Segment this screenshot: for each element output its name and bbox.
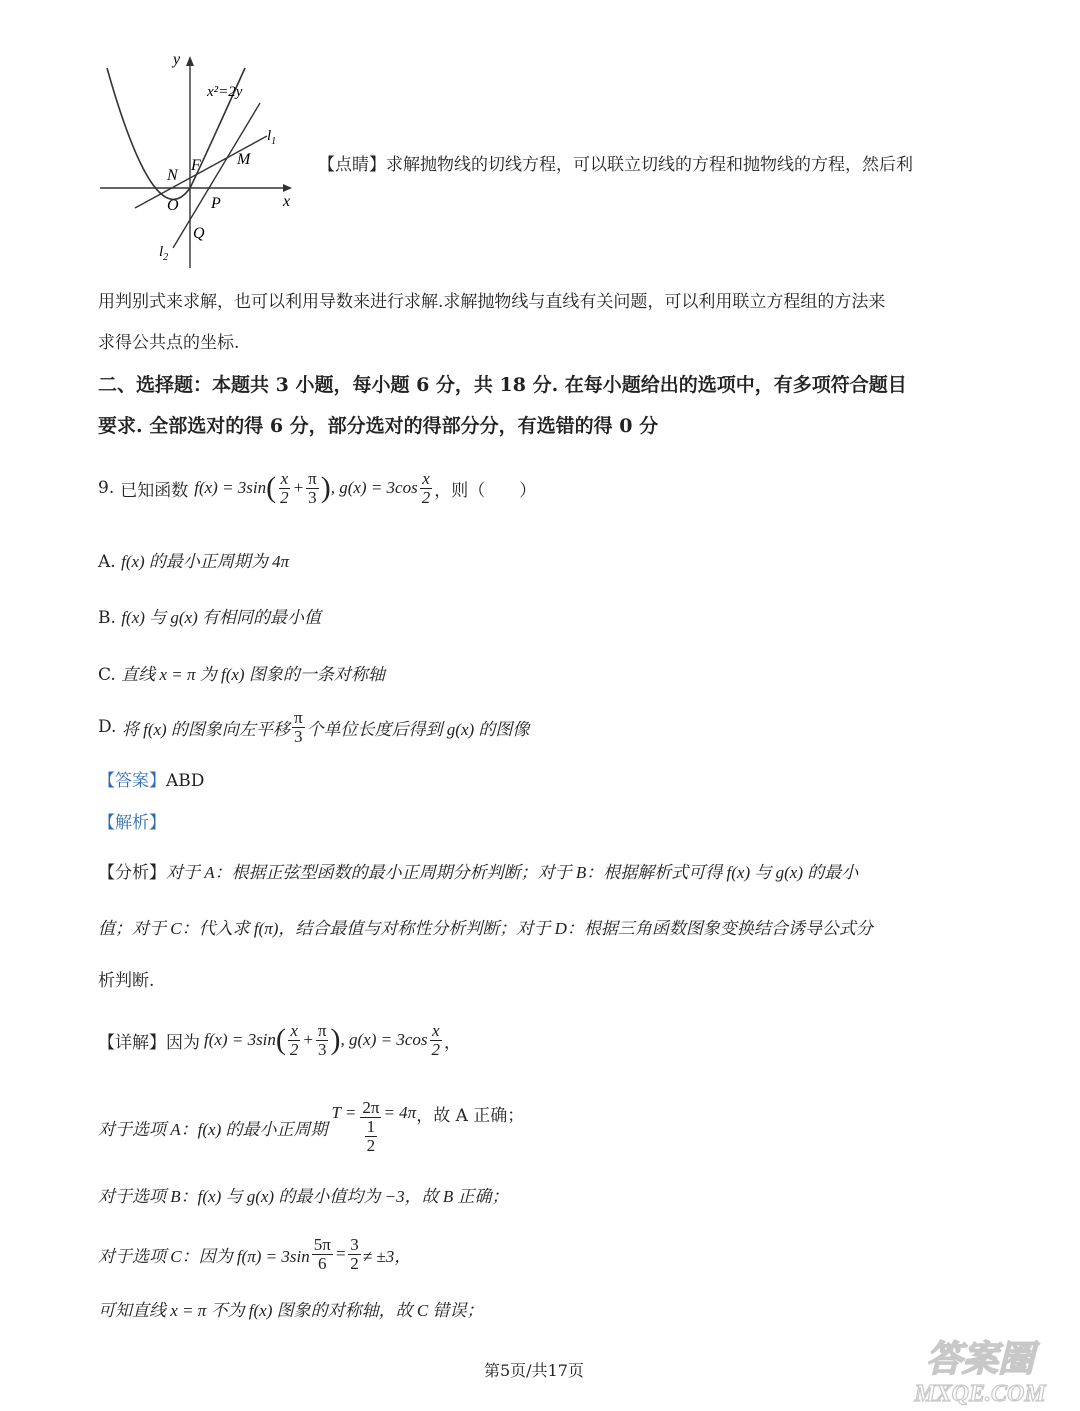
l2-label: $l_2$ xyxy=(159,244,169,263)
option-a: A. f(x) 的最小正周期为 4π xyxy=(98,552,290,572)
option-d: D. 将 f(x) 的图象向左平移 $\frac{\pi}{3}$ 个单位长度后得到 g(x) 的图像 xyxy=(98,707,530,746)
frac-x-over-2: $\frac{x}{2}$ xyxy=(280,468,289,507)
xiangjie-option-c-conclusion: 可知直线 x = π 不为 f(x) 图象的对称轴，故 C 错误； xyxy=(98,1301,484,1320)
frac-x-over-2-g: $\frac{x}{2}$ xyxy=(421,468,431,507)
xiangjie-option-b: 对于选项 B：f(x) 与 g(x) 的最小值均为 −3，故 B 正确； xyxy=(98,1187,509,1206)
point-f-label: F xyxy=(191,157,201,174)
question-lead: 已知函数 xyxy=(120,480,189,501)
l1-label: $l_1$ xyxy=(267,128,277,147)
analysis-tag: 【解析】 xyxy=(98,813,166,833)
y-axis-label: y xyxy=(173,51,181,68)
option-c: C. 直线 x = π 为 f(x) 图象的一条对称轴 xyxy=(98,665,385,685)
question-number: 9. xyxy=(98,478,115,498)
watermark-logo xyxy=(890,1331,1070,1407)
frac-pi-over-3: $\frac{\pi}{3}$ xyxy=(308,468,317,507)
dianjing-line1 xyxy=(318,150,913,175)
page-footer: 第5页/共17页 xyxy=(484,1361,584,1380)
xiangjie-option-c: 对于选项 C：因为 f(π) = 3sin $\frac{5\pi}{6}$ = $\frac{3}{2}$ ≠ ±3， xyxy=(98,1234,412,1273)
question-9: 9. 已知函数 f(x) = 3sin ( $\frac{x}{2}$ + $\frac{\pi}{3}$ ) , g(x) = 3cos $\frac{x}{2}$ ，则（ ） xyxy=(98,468,537,507)
question-tail: ，则（ ） xyxy=(434,480,537,501)
fenxi-line3: 析判断. xyxy=(98,971,155,991)
dianjing-tag: 【点睛】 xyxy=(318,155,386,175)
section-heading-line1: 二、选择题：本题共 3 小题，每小题 6 分，共 18 分. 在每小题给出的选项中，有多项符合题目 xyxy=(98,374,907,396)
curve-equation-label: x²=2y xyxy=(207,84,243,100)
svg-text:MXQE.COM: MXQE.COM xyxy=(914,1381,1046,1407)
section-heading-line2: 要求. 全部选对的得 6 分，部分选对的得部分分，有选错的得 0 分 xyxy=(98,415,659,437)
answer-value: ABD xyxy=(166,771,205,791)
point-q-label: Q xyxy=(193,225,205,242)
fenxi-line1: 【分析】对于 A：根据正弦型函数的最小正周期分析判断；对于 B：根据解析式可得 f(x) 与 g(x) 的最小 xyxy=(98,863,859,883)
xiangjie-option-a: 对于选项 A：f(x) 的最小正周期 T = $\frac{2\pi}{\frac{1}{2}}$ = 4π ，故 A 正确； xyxy=(98,1098,525,1155)
dianjing-text-1: 求解抛物线的切线方程，可以联立切线的方程和抛物线的方程，然后利 xyxy=(386,155,913,175)
answer-line xyxy=(98,766,204,791)
dianjing-line2: 用判别式来求解，也可以利用导数来进行求解.求解抛物线与直线有关问题，可以利用联立方程组的方法来 xyxy=(98,292,886,312)
tangent-line-l2 xyxy=(173,103,260,248)
origin-label: O xyxy=(167,197,179,214)
frac-pi-over-3-d: $\frac{\pi}{3}$ xyxy=(293,707,303,746)
option-b: B. f(x) 与 g(x) 有相同的最小值 xyxy=(98,608,322,628)
x-axis-label: x xyxy=(283,193,291,210)
dianjing-line3: 求得公共点的坐标. xyxy=(98,333,240,353)
fenxi-line2: 值；对于 C：代入求 f(π)，结合最值与对称性分析判断；对于 D：根据三角函数图象变换结合诱导公式分 xyxy=(98,919,873,938)
question-f-def: f(x) = 3sin xyxy=(194,478,267,497)
tangent-line-l1 xyxy=(135,136,267,208)
answer-tag: 【答案】 xyxy=(98,771,166,791)
point-n-label: N xyxy=(167,167,178,184)
xiangjie-line1: 【详解】 因为 f(x) = 3sin ( $\frac{x}{2}$ + $\frac{\pi}{3}$ ) , g(x) = 3cos $\frac{x}{2}$ ， xyxy=(98,1020,461,1059)
parabola-figure xyxy=(95,48,305,273)
point-m-label: M xyxy=(237,151,251,168)
svg-text:答案圈: 答案圈 xyxy=(925,1339,1035,1379)
question-g-def: , g(x) = 3cos xyxy=(330,478,418,497)
point-p-label: P xyxy=(211,195,221,212)
